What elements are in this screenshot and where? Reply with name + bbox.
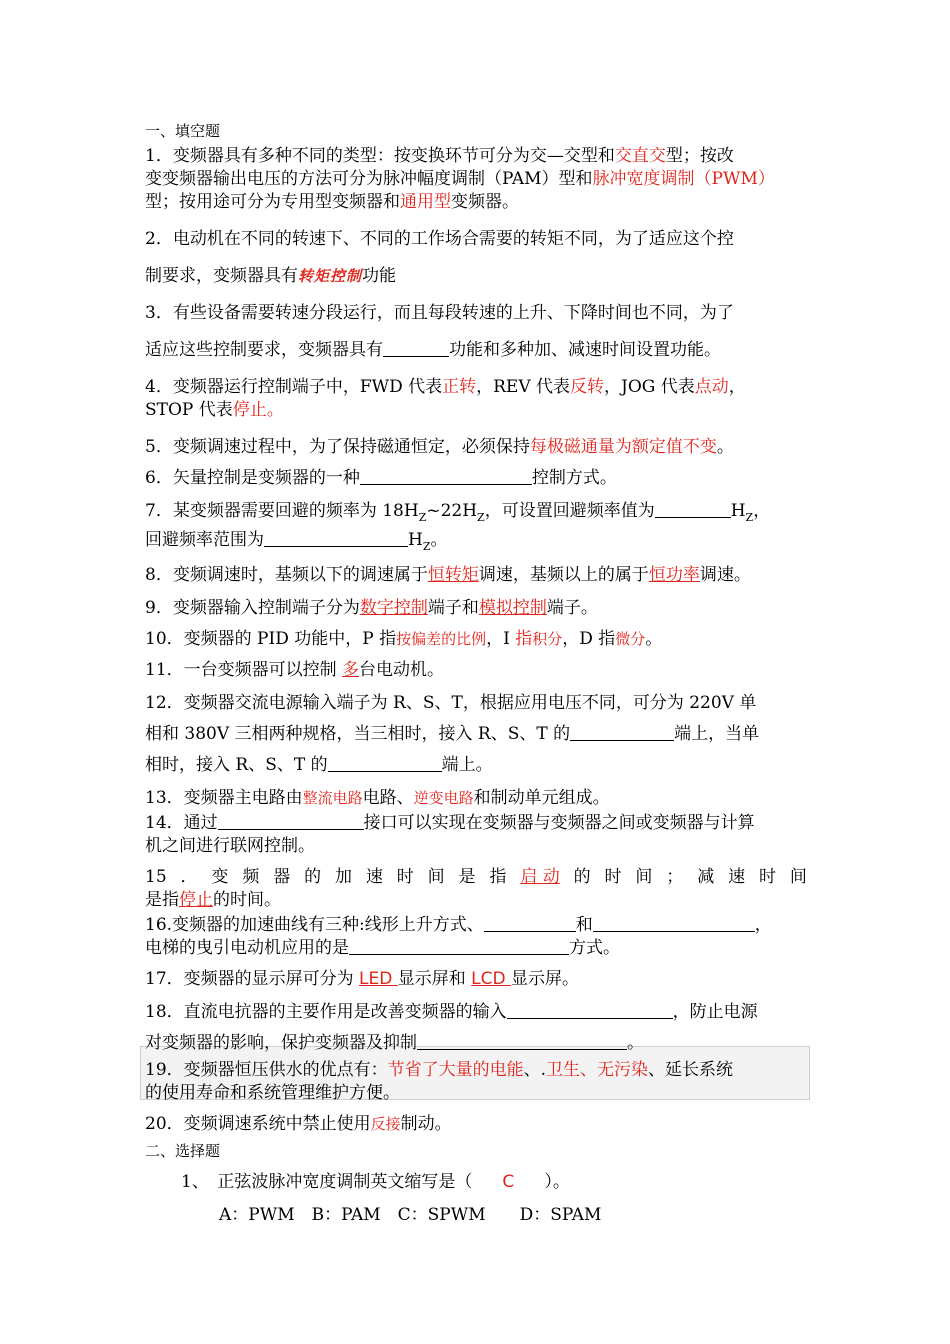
choice1-text: ）。 bbox=[544, 1172, 570, 1192]
q17-line bbox=[145, 968, 807, 991]
q6-blank[interactable] bbox=[360, 468, 532, 485]
q15-line2 bbox=[145, 889, 807, 912]
document-body bbox=[145, 120, 807, 1225]
q2-answer-handwritten: 转矩控制 bbox=[298, 267, 363, 285]
q13-line bbox=[145, 787, 807, 810]
q1-text: 变频器。 bbox=[451, 192, 519, 212]
q10-text-red: 指 bbox=[515, 629, 533, 649]
q9-text: 端子。 bbox=[546, 598, 598, 618]
choice1-options bbox=[219, 1204, 881, 1227]
q20-line bbox=[145, 1113, 807, 1136]
q1-text: 型；按改 bbox=[665, 146, 734, 166]
q15-char: 频 bbox=[242, 867, 260, 887]
q15-char: 间 bbox=[789, 867, 807, 887]
q11-text: 台电动机。 bbox=[359, 660, 445, 680]
q10-text: ，I bbox=[486, 629, 516, 649]
q16-blank-2[interactable] bbox=[593, 915, 755, 932]
q12-text: 相和 380V 三相两种规格，当三相时，接入 R、S、T 的 bbox=[145, 724, 571, 744]
q15-answer-2: 停止 bbox=[179, 890, 213, 910]
q15-char: 时 bbox=[604, 867, 622, 887]
q4-answer-jog: 点动 bbox=[694, 377, 729, 397]
q18-text: 18．直流电抗器的主要作用是改善变频器的输入 bbox=[145, 1002, 507, 1022]
q18-text: 对变频器的影响，保护变频器及抑制 bbox=[145, 1033, 417, 1053]
q13-text: 和制动单元组成。 bbox=[473, 788, 610, 808]
q19-text: 、延长系统 bbox=[648, 1060, 734, 1080]
q4-text: 4．变频器运行控制端子中，FWD 代表 bbox=[145, 377, 443, 397]
q15-text: 是指 bbox=[145, 890, 179, 910]
q9-answer-2: 模拟控制 bbox=[478, 598, 547, 618]
q6-text: 控制方式。 bbox=[531, 468, 617, 488]
q10-answer-d: 微分 bbox=[615, 630, 646, 648]
q20-answer: 反接 bbox=[370, 1115, 401, 1133]
q15-char: 的 bbox=[304, 867, 322, 887]
q4-text: STOP 代表 bbox=[145, 400, 233, 420]
q11-line bbox=[145, 659, 807, 682]
q19-answer-1: 节省了大量的电能 bbox=[387, 1060, 524, 1080]
q19-text: 、. bbox=[523, 1060, 547, 1080]
q8-text: 调速。 bbox=[699, 565, 751, 585]
choice1-answer: C bbox=[502, 1172, 515, 1192]
q4-answer-stop: 停止。 bbox=[232, 400, 284, 420]
q18-blank-2[interactable] bbox=[417, 1033, 627, 1050]
q14-line1 bbox=[145, 812, 807, 835]
q4-text: ， bbox=[728, 377, 746, 397]
choice1-options-text: A：PWM B：PAM C：SPWM D：SPAM bbox=[219, 1205, 602, 1225]
q7-subscript: Z bbox=[745, 511, 754, 524]
q16-blank-3[interactable] bbox=[349, 938, 569, 955]
q16-text: ， bbox=[754, 915, 772, 935]
q17-text: 17．变频器的显示屏可分为 bbox=[145, 969, 360, 989]
q15-char: ； bbox=[666, 867, 684, 887]
q15-answer-1: 启 动 bbox=[520, 867, 560, 887]
q17-text: 显示屏和 bbox=[397, 969, 472, 989]
q6-line bbox=[145, 467, 807, 490]
q15-line1 bbox=[145, 866, 807, 889]
q3-line1 bbox=[145, 302, 807, 325]
q1-answer-3: 通用型 bbox=[400, 192, 451, 212]
q7-line1 bbox=[145, 500, 807, 523]
q16-text: 和 bbox=[575, 915, 593, 935]
q2-line2 bbox=[145, 265, 807, 288]
q1-answer-1: 交直交 bbox=[614, 146, 666, 166]
q10-text: 10．变频器的 PID 功能中，P 指 bbox=[145, 629, 397, 649]
q9-text: 端子和 bbox=[427, 598, 479, 618]
q19-text: 19．变频器恒压供水的优点有： bbox=[145, 1060, 388, 1080]
q15-char: 15 bbox=[145, 867, 167, 887]
q6-text: 6．矢量控制是变频器的一种 bbox=[145, 468, 360, 488]
q8-text: 调速，基频以上的属于 bbox=[478, 565, 649, 585]
section-title-fill-in bbox=[145, 120, 807, 143]
q12-text: 12．变频器交流电源输入端子为 R、S、T，根据应用电压不同，可分为 220V 单 bbox=[145, 693, 757, 713]
q17-answer-2: LCD bbox=[471, 969, 512, 989]
q7-blank-1[interactable] bbox=[655, 501, 731, 518]
q18-text: 。 bbox=[627, 1033, 644, 1053]
q13-text: 13．变频器主电路由 bbox=[145, 788, 303, 808]
q10-answer-p: 按偏差的比例 bbox=[396, 630, 487, 648]
q15-char: 的 bbox=[573, 867, 591, 887]
q7-blank-2[interactable] bbox=[264, 530, 408, 547]
q8-answer-2: 恒功率 bbox=[648, 565, 700, 585]
q15-char: 指 bbox=[489, 867, 507, 887]
q1-text: 型；按用途可分为专用型变频器和 bbox=[145, 192, 400, 212]
q19-text: 的使用寿命和系统管理维护方便。 bbox=[145, 1083, 400, 1103]
q5-line bbox=[145, 436, 807, 459]
q7-text: 7．某变频器需要回避的频率为 18H bbox=[145, 501, 419, 521]
q14-blank[interactable] bbox=[218, 813, 364, 830]
q15-char: 速 bbox=[365, 867, 383, 887]
q4-text: ，REV 代表 bbox=[476, 377, 571, 397]
q1-text: 1．变频器具有多种不同的类型：按变换环节可分为交—交型和 bbox=[145, 146, 615, 166]
q12-text: 端上。 bbox=[441, 755, 493, 775]
q9-text: 9．变频器输入控制端子分为 bbox=[145, 598, 360, 618]
q10-text: ，D 指 bbox=[562, 629, 616, 649]
q16-text: 16.变频器的加速曲线有三种:线形上升方式、 bbox=[145, 915, 484, 935]
q18-text: ，防止电源 bbox=[672, 1002, 758, 1022]
q10-line bbox=[145, 628, 807, 651]
q3-text: 功能和多种加、减速时间设置功能。 bbox=[449, 340, 721, 360]
q4-answer-rev: 反转 bbox=[570, 377, 605, 397]
q12-line3 bbox=[145, 754, 807, 777]
choice1-question bbox=[181, 1171, 843, 1194]
q13-answer-1: 整流电路 bbox=[302, 789, 363, 807]
q15-char: 时 bbox=[758, 867, 776, 887]
section-title-text: 二、选择题 bbox=[145, 1142, 221, 1160]
q9-answer-1: 数字控制 bbox=[359, 598, 428, 618]
q15-char: 变 bbox=[211, 867, 229, 887]
q13-text: 电路、 bbox=[362, 788, 414, 808]
q16-text: 方式。 bbox=[569, 938, 620, 958]
q18-blank-1[interactable] bbox=[507, 1002, 673, 1019]
q19-line2 bbox=[145, 1082, 807, 1105]
q12-text: 端上，当单 bbox=[674, 724, 760, 744]
q15-text: 的时间。 bbox=[213, 890, 281, 910]
q5-text: 5．变频调速过程中，为了保持磁通恒定，必须保持 bbox=[145, 437, 530, 457]
q3-text: 3．有些设备需要转速分段运行，而且每段转速的上升、下降时间也不同，为了 bbox=[145, 303, 734, 323]
q17-text: 显示屏。 bbox=[511, 969, 580, 989]
q11-answer: 多 bbox=[342, 660, 360, 680]
q8-line bbox=[145, 564, 807, 587]
q15-char: 器 bbox=[273, 867, 291, 887]
q7-subscript: Z bbox=[418, 511, 427, 524]
q10-answer-i: 积分 bbox=[532, 630, 563, 648]
section-title-text: 一、填空题 bbox=[145, 122, 221, 140]
q14-text: 接口可以实现在变频器与变频器之间或变频器与计算 bbox=[363, 813, 755, 833]
q15-char: 时 bbox=[396, 867, 414, 887]
q4-text: ，JOG 代表 bbox=[604, 377, 695, 397]
q3-blank[interactable] bbox=[383, 340, 449, 357]
q7-subscript: Z bbox=[477, 511, 485, 524]
q8-text: 8．变频调速时，基频以下的调速属于 bbox=[145, 565, 428, 585]
q16-line1 bbox=[145, 914, 807, 937]
q15-char: 减 bbox=[697, 867, 715, 887]
q14-line2 bbox=[145, 835, 807, 858]
q7-text: ，可设置回避频率值为 bbox=[484, 501, 655, 521]
q16-text: 电梯的曳引电动机应用的是 bbox=[145, 938, 349, 958]
q3-text: 适应这些控制要求，变频器具有 bbox=[145, 340, 383, 360]
q15-char: ． bbox=[180, 867, 198, 887]
q15-char: 间 bbox=[635, 867, 653, 887]
q1-line2 bbox=[145, 168, 807, 191]
q12-line2 bbox=[145, 723, 807, 746]
q19-line1 bbox=[145, 1059, 807, 1082]
q15-char: 间 bbox=[427, 867, 445, 887]
q15-char: 是 bbox=[458, 867, 476, 887]
q19-answer-2: 卫生、无污染 bbox=[546, 1060, 649, 1080]
q20-text: 20．变频调速系统中禁止使用 bbox=[145, 1114, 371, 1134]
q1-line1 bbox=[145, 145, 807, 168]
q8-answer-1: 恒转矩 bbox=[427, 565, 479, 585]
q2-text: 制要求，变频器具有 bbox=[145, 266, 298, 286]
q13-answer-2: 逆变电路 bbox=[413, 789, 474, 807]
q2-text: 功能 bbox=[362, 266, 397, 286]
q12-blank-2[interactable] bbox=[328, 755, 442, 772]
q7-text: 。 bbox=[430, 530, 448, 550]
q7-subscript: Z bbox=[422, 540, 431, 553]
q2-line1 bbox=[145, 228, 807, 251]
q7-line2 bbox=[145, 529, 807, 552]
q4-line1 bbox=[145, 376, 807, 399]
section-title-choice bbox=[145, 1140, 807, 1163]
choice1-text: 1、 正弦波脉冲宽度调制英文缩写是（ bbox=[181, 1172, 473, 1192]
q18-line1 bbox=[145, 1001, 807, 1024]
q14-text: 机之间进行联网控制。 bbox=[145, 836, 315, 856]
q1-line3 bbox=[145, 191, 807, 214]
q12-text: 相时，接入 R、S、T 的 bbox=[145, 755, 328, 775]
q14-text: 14．通过 bbox=[145, 813, 218, 833]
q5-answer: 每极磁通量为额定值不变 bbox=[529, 437, 717, 457]
q16-line2 bbox=[145, 937, 807, 960]
q2-text: 2．电动机在不同的转速下、不同的工作场合需要的转矩不同，为了适应这个控 bbox=[145, 229, 734, 249]
q11-text: 11．一台变频器可以控制 bbox=[145, 660, 343, 680]
q4-line2 bbox=[145, 399, 807, 422]
q1-answer-2: 脉冲宽度调制（PWM） bbox=[592, 169, 775, 189]
q3-line2 bbox=[145, 339, 807, 362]
q15-char: 速 bbox=[728, 867, 746, 887]
q12-blank-1[interactable] bbox=[570, 724, 674, 741]
q7-text: H bbox=[730, 501, 746, 521]
q7-text: ， bbox=[753, 501, 771, 521]
q4-answer-fwd: 正转 bbox=[442, 377, 477, 397]
q5-text: 。 bbox=[716, 437, 734, 457]
q9-line bbox=[145, 597, 807, 620]
q7-text: 回避频率范围为 bbox=[145, 530, 264, 550]
q16-blank-1[interactable] bbox=[484, 915, 576, 932]
q7-text: ~22H bbox=[426, 501, 478, 521]
q17-answer-1: LED bbox=[359, 969, 398, 989]
q18-line2 bbox=[145, 1032, 807, 1055]
q1-text: 变变频器输出电压的方法可分为脉冲幅度调制（PAM）型和 bbox=[145, 169, 593, 189]
q10-text: 。 bbox=[645, 629, 663, 649]
q12-line1 bbox=[145, 692, 807, 715]
q7-text: H bbox=[408, 530, 423, 550]
q20-text: 制动。 bbox=[400, 1114, 452, 1134]
q15-char: 加 bbox=[334, 867, 352, 887]
